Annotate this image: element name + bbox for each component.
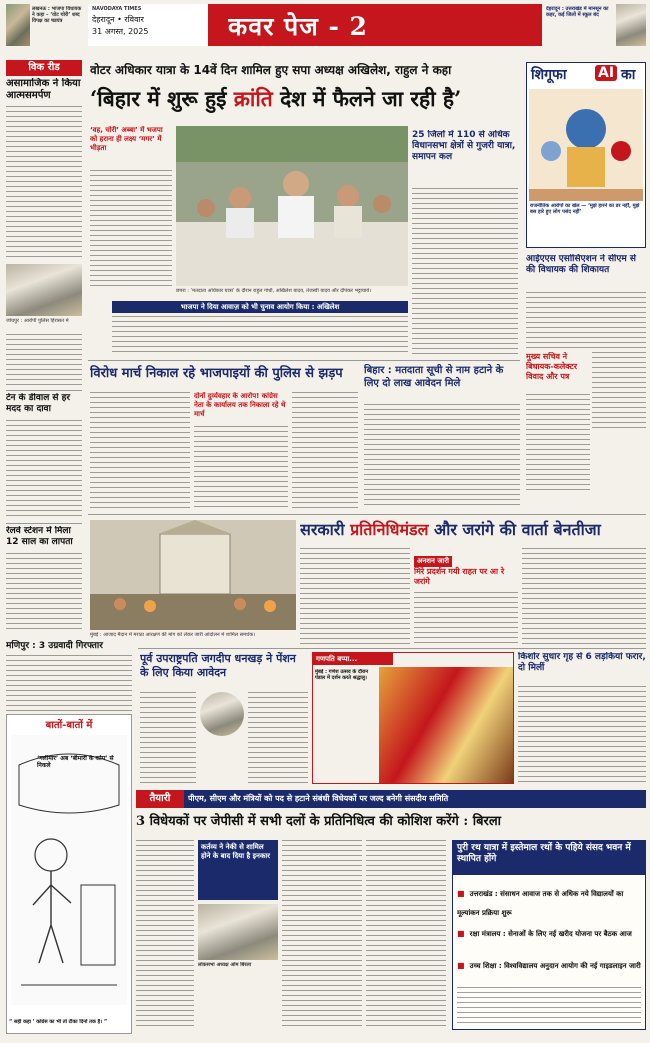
ganpati-box [312,652,514,784]
row-divider [88,514,646,515]
shigufa-art [529,89,643,201]
kishor-body [518,686,646,784]
cartoon-box [6,714,132,1034]
sarkari-body-3 [522,548,646,644]
cartoon-caption: ‘गलीमार’ अब ‘बीमारी के कोप’ से निकले [37,755,114,769]
row-divider [88,360,520,361]
birla-body-2 [282,840,362,1030]
virodh-side-title: दोनों दुर्व्यवहार के आरोप! कांग्रेस नेता के कार्यालय तक निकाला रहे थे मार्च [194,392,286,418]
left-story3-title[interactable]: रेलवे स्टेशन में मिला 12 साल का लापता [6,526,73,547]
left-story2-title[interactable]: टेन के डीवाल से हर मदद का दावा [6,393,71,414]
logo-small: NAVODAYA TIMES [92,6,142,12]
poorv-portrait [200,692,244,736]
right-teaser[interactable] [546,4,646,46]
ias-story-title[interactable]: आईएएस एसोसिएशन ने सीएम से की विधायक की शिकायत [526,254,636,275]
poorv-headline[interactable]: पूर्व उपराष्ट्रपति जगदीप धनखड़ ने पेंशन के लिए किया आवेदन [140,652,296,679]
birla-body-3 [366,840,446,1030]
left-story1-title[interactable]: असामाजिक ने किया आत्मसमर्पण [6,78,81,101]
sarkari-body-2 [414,592,518,644]
shigufa-caption: राजनीतिक आरोपों का खेल — ‘मुझे हारने का डर नहीं, मुझे बस हारे हुए लोग पसंद नहीं’ [530,203,640,216]
cartoon-title: बातों-बातों में [45,720,93,731]
virodh-headline[interactable]: विरोध मार्च निकाल रहे भाजपाइयों की पुलिस से झड़प [90,366,343,381]
puri-body [457,987,641,1027]
birla-portrait [198,904,278,960]
lead-headline-suffix: देश में फैलने जा रही है’ [272,86,462,111]
manipur-body [6,655,132,711]
left-story3-body [6,553,82,631]
left-story1-more [6,334,82,388]
puri-bullet-2-text: रक्षा मंत्रालय : सेनाओं के लिए नई खरीद योजना पर बैठक आज [469,930,632,938]
sarkari-photo [90,520,296,630]
page-title: कवर पेज - 2 [228,12,368,41]
shigufa-box [526,62,646,248]
puri-bullet-3-text: उच्च शिक्षा : विश्वविद्यालय अनुदान आयोग की नई गाइडलाइन जारी [469,962,641,970]
lead-headline-prefix: ‘बिहार में शुरू हुई [90,86,234,111]
poorv-body-2 [248,692,308,784]
birla-headline[interactable]: 3 विधेयकों पर जेपीसी में सभी दलों के प्रतिनिधित्व की कोशिश करेंगे : बिरला [136,814,501,829]
left-story1-body [6,106,82,260]
quick-read-tag: विक रीड [6,60,82,76]
ganpati-photo [379,667,513,783]
shigufa-ka: का [621,67,636,83]
sarkari-photo-caption: मुंबई : आजाद मैदान में मराठा आरक्षण की मांग को लेकर जारी आंदोलन में शामिल समर्थक। [90,632,256,638]
puri-box [452,840,646,1030]
virodh-body-2 [194,426,288,508]
lead-subhead: भाजपा ने दिया आवाज़ को भी चुनाव आयोग किया : अखिलेश [180,303,340,311]
masthead [88,4,542,46]
lead-photo-illustration [176,126,408,286]
bullet-icon: ■ [457,961,465,970]
ias-more-body [526,394,590,492]
bullet-icon: ■ [457,929,465,938]
birla-body-1 [136,840,194,1030]
puri-bullet-1-text: उत्तराखंड : संसाधन आवाज तक से अधिक नये विद्यालयों का मूल्यांकन प्रक्रिया शुरू [457,890,624,917]
issue-date: 31 अगस्त, 2025 [92,27,149,36]
left-teaser[interactable] [6,4,84,46]
sarkari-headline[interactable] [300,518,646,544]
left-teaser-photo [6,4,30,46]
ias-bullet-box [526,352,590,392]
puri-bullet-3[interactable] [457,953,641,983]
cartoon-footer: “ सही कहा ’ कांग्रेस का भी तो टीका दिनों तक है। ” [9,1019,108,1025]
tayari-bar [136,790,646,808]
virodh-body-3 [292,392,358,508]
sarkari-headline-suffix: और जरांगे की वार्ता बेनतीजा [428,520,601,539]
ias-story-body [526,292,646,350]
divider [6,523,82,524]
shigufa-header [527,63,645,87]
sarkari-headline-prefix: सरकारी [300,520,351,539]
right-teaser-text: देहरादून : उत्तराखंड में मानसून का कहर, कई जिलों में स्कूल बंद [546,6,609,19]
sarkari-headline-highlight: प्रतिनिधिमंडल [350,520,429,539]
bihar-headline[interactable]: बिहार : मतदाता सूची से नाम हटाने के लिए दो लाख आवेदन मिले [364,365,504,389]
lead-photo [176,126,408,286]
lead-sidebar-quote: ‘वह, चोरी’ अब्बा’ में भजपा को हराना ही लक्ष्य ‘मगर’ में भीड़ता [90,126,163,152]
divider [6,390,82,391]
left-story1-caption: जोधपुर : आरोपी पुलिस हिरासत में [6,318,69,324]
lead-subhead-bar [112,301,408,313]
puri-bullet-1[interactable] [457,881,641,919]
ias-bullet-body [592,352,646,432]
tayari-text: पीएम, सीएम और मंत्रियों को पद से हटाने संबंधी विधेयकों पर जल्द बनेगी संसदीय समिति [188,794,449,803]
lead-sidebar-quote-box [90,126,172,166]
bullet-icon: ■ [457,889,465,898]
left-teaser-text: लखनऊ : भाजपा विधायक ने कहा – ‘वोट चोरी’ शब्द विपक्ष का षडयंत्र [32,6,82,25]
left-story2-body [6,420,82,520]
birla-quote: कर्तव्य ने नेकी से शामिल होने के बाद दिया है इनकार [201,843,270,860]
poorv-body-1 [140,692,196,784]
tayari-label: तैयारी [136,790,184,808]
lead-right-title[interactable]: 25 जिलों में 110 से अधिक विधानसभा क्षेत्रों से गुजरी यात्रा, समापन कल [412,130,516,162]
kishor-headline[interactable]: किशोर सुधार गृह से 6 लड़कियां फरार, दो मिलीं [518,652,646,673]
ias-bullet-title: मुख्य सचिव ने बिधायक-कलेक्टर विवाद और पत्र [526,352,577,381]
shigufa-ai-badge: AI [595,65,617,81]
puri-headline-bar [453,841,645,875]
lead-kicker: वोटर अधिकार यात्रा के 14वें दिन शामिल हुए सपा अध्यक्ष अखिलेश, राहुल ने कहा [90,63,452,77]
virodh-side-box [194,392,288,422]
lead-right-body [412,188,518,358]
puri-bullet-2[interactable] [457,921,641,951]
ganpati-caption: मुंबई : गणेश उत्सव के दौरान पंडाल में दर्शन करते श्रद्धालु। [315,669,369,682]
sarkari-body-1 [300,548,410,644]
lead-headline-highlight: क्रांति [233,86,273,111]
sarkari-side-title: मिरे प्रदर्शन गयी राहत पर आ रे जरांगे [414,567,505,586]
left-story1-photo [6,264,82,316]
sarkari-photo-illustration [90,520,296,630]
shigufa-illustration [529,89,643,201]
row-divider [138,648,646,649]
sarkari-breaking-box [414,548,518,588]
birla-portrait-caption: लोकसभा अध्यक्ष ओम बिरला [198,962,252,968]
right-teaser-photo [616,4,646,46]
virodh-body-1 [90,392,190,508]
lead-body-left [90,170,172,286]
lead-photo-caption: छपरा : ‘मतदाता अधिकार यात्रा’ के दौरान राहुल गांधी, अखिलेश यादव, तेजस्वी यादव और दीपंकर भट्टाचार्य। [176,288,372,294]
ganpati-tag: गणपति बप्पा... [313,653,393,665]
birla-quote-box [198,840,278,900]
manipur-title[interactable]: मणिपुर : 3 उग्रवादी गिरफ्तार [6,641,103,651]
city-day: देहरादून • रविवार [92,15,144,24]
bihar-body [364,404,520,508]
lead-headline[interactable] [90,84,520,118]
sarkari-breaking-tag: अनशन जारी [414,556,452,567]
puri-headline[interactable]: पुरी रथ यात्रा में इस्तेमाल रथों के पहिये संसद भवन में स्थापित होंगे [457,843,631,864]
masthead-logo-box [88,4,208,46]
shigufa-label: शिगूफा [531,67,567,83]
lead-body-bottom [112,316,408,356]
